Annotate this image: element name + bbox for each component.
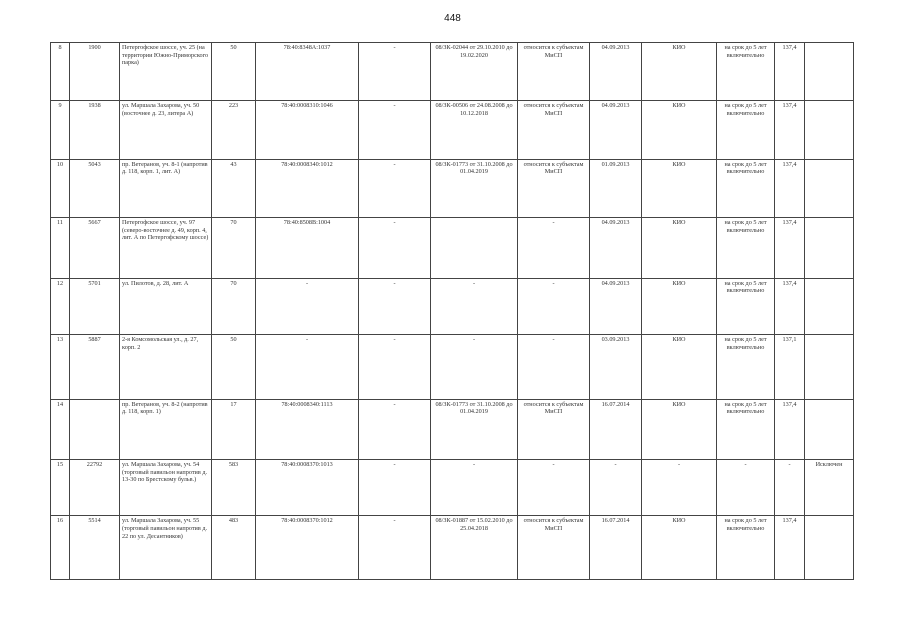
cell-date: 01.09.2013 — [590, 159, 642, 217]
cell-address: Петергофское шоссе, уч. 97 (северо-восточнее д. 49, корп. 4, лит. А по Петергофскому шоссе) — [120, 218, 212, 278]
cell-contract: 08/ЗК-01773 от 31.10.2008 до 01.04.2019 — [431, 159, 518, 217]
cell-note — [805, 101, 854, 159]
cell-note — [805, 218, 854, 278]
cell-extra-field: - — [359, 101, 431, 159]
cell-area: 70 — [212, 278, 256, 334]
cell-row-number: 9 — [51, 101, 70, 159]
cell-amount: 137,4 — [775, 218, 805, 278]
cell-row-number: 14 — [51, 399, 70, 459]
cell-contract: 08/ЗК-00506 от 24.08.2008 до 10.12.2018 — [431, 101, 518, 159]
cell-term: на срок до 5 лет включительно — [717, 399, 775, 459]
table-row — [51, 335, 854, 399]
cell-area: 483 — [212, 516, 256, 580]
cell-smp-status: относится к субъектам МиСП — [518, 43, 590, 101]
cell-amount: 137,4 — [775, 399, 805, 459]
page-number: 448 — [444, 13, 461, 24]
cell-contract: - — [431, 335, 518, 399]
cell-row-number: 13 — [51, 335, 70, 399]
cell-extra-field: - — [359, 335, 431, 399]
cell-term: на срок до 5 лет включительно — [717, 101, 775, 159]
cell-smp-status: - — [518, 335, 590, 399]
cell-date: 04.09.2013 — [590, 101, 642, 159]
cell-authority: КИО — [642, 335, 717, 399]
cell-term: на срок до 5 лет включительно — [717, 516, 775, 580]
cell-cadastral-number: - — [256, 335, 359, 399]
cell-object-id: 5887 — [70, 335, 120, 399]
cell-note — [805, 399, 854, 459]
cell-area: 17 — [212, 399, 256, 459]
table-row — [51, 101, 854, 159]
cell-authority: КИО — [642, 399, 717, 459]
cell-contract: 08/ЗК-01887 от 15.02.2010 до 25.04.2018 — [431, 516, 518, 580]
cell-amount: 137,4 — [775, 278, 805, 334]
cell-object-id: 1938 — [70, 101, 120, 159]
cell-extra-field: - — [359, 516, 431, 580]
cell-cadastral-number: 78:40:0008310:1046 — [256, 101, 359, 159]
cell-cadastral-number: 78:40:8348A:1037 — [256, 43, 359, 101]
cell-smp-status: относится к субъектам МиСП — [518, 516, 590, 580]
cell-date: 04.09.2013 — [590, 218, 642, 278]
cell-extra-field: - — [359, 278, 431, 334]
cell-cadastral-number: 78:40:8508B:1004 — [256, 218, 359, 278]
cell-row-number: 15 — [51, 460, 70, 516]
cell-extra-field: - — [359, 159, 431, 217]
cell-extra-field: - — [359, 460, 431, 516]
cell-area: 70 — [212, 218, 256, 278]
cell-term: на срок до 5 лет включительно — [717, 278, 775, 334]
cell-note — [805, 335, 854, 399]
cell-object-id: 1900 — [70, 43, 120, 101]
cell-object-id: 5514 — [70, 516, 120, 580]
cell-cadastral-number: 78:40:0008340:1012 — [256, 159, 359, 217]
cell-extra-field: - — [359, 218, 431, 278]
cell-smp-status: относится к субъектам МиСП — [518, 159, 590, 217]
cell-note — [805, 159, 854, 217]
cell-address: Петергофское шоссе, уч. 25 (на территории Южно-Приморского парка) — [120, 43, 212, 101]
cell-date: 04.09.2013 — [590, 43, 642, 101]
cell-area: 43 — [212, 159, 256, 217]
cell-smp-status: - — [518, 460, 590, 516]
cell-area: 50 — [212, 43, 256, 101]
cell-row-number: 12 — [51, 278, 70, 334]
cell-contract: 08/ЗК-02044 от 29.10.2010 до 19.02.2020 — [431, 43, 518, 101]
cell-smp-status: - — [518, 218, 590, 278]
cell-area: 583 — [212, 460, 256, 516]
cell-term: на срок до 5 лет включительно — [717, 43, 775, 101]
cell-cadastral-number: 78:40:0008370:1012 — [256, 516, 359, 580]
cell-cadastral-number: 78:40:0008370:1013 — [256, 460, 359, 516]
cell-authority: КИО — [642, 43, 717, 101]
cell-note: Исключен — [805, 460, 854, 516]
cell-amount: 137,4 — [775, 43, 805, 101]
table-row — [51, 399, 854, 459]
cell-object-id — [70, 399, 120, 459]
cell-date: 04.09.2013 — [590, 278, 642, 334]
cell-row-number: 8 — [51, 43, 70, 101]
cell-row-number: 16 — [51, 516, 70, 580]
cell-date: - — [590, 460, 642, 516]
table-row — [51, 516, 854, 580]
cell-cadastral-number: 78:40:0008340:1113 — [256, 399, 359, 459]
cell-contract: - — [431, 460, 518, 516]
cell-area: 50 — [212, 335, 256, 399]
table-row — [51, 218, 854, 278]
cell-row-number: 10 — [51, 159, 70, 217]
cell-authority: - — [642, 460, 717, 516]
cell-contract: 08/ЗК-01773 от 31.10.2008 до 01.04.2019 — [431, 399, 518, 459]
cell-note — [805, 278, 854, 334]
cell-note — [805, 43, 854, 101]
cell-address: ул. Маршала Захарова, уч. 50 (восточнее д. 23, литера А) — [120, 101, 212, 159]
cell-object-id: 5043 — [70, 159, 120, 217]
cell-authority: КИО — [642, 278, 717, 334]
cell-address: пр. Ветеранов, уч. 8-1 (напротив д. 118, корп. 1, лит. А) — [120, 159, 212, 217]
cell-address: ул. Маршала Захарова, уч. 55 (торговый павильон напротив д. 22 по ул. Десантников) — [120, 516, 212, 580]
cell-amount: 137,4 — [775, 159, 805, 217]
cell-address: ул. Маршала Захарова, уч. 54 (торговый павильон напротив д. 13-30 по Брестскому бульв.) — [120, 460, 212, 516]
table-row — [51, 460, 854, 516]
cell-address: ул. Пилотов, д. 28, лит. А — [120, 278, 212, 334]
cell-authority: КИО — [642, 218, 717, 278]
cell-term: на срок до 5 лет включительно — [717, 218, 775, 278]
cell-row-number: 11 — [51, 218, 70, 278]
table-row — [51, 278, 854, 334]
table-row — [51, 43, 854, 101]
land-plots-table — [50, 42, 854, 580]
cell-object-id: 22792 — [70, 460, 120, 516]
cell-amount: - — [775, 460, 805, 516]
cell-note — [805, 516, 854, 580]
cell-area: 223 — [212, 101, 256, 159]
cell-term: на срок до 5 лет включительно — [717, 335, 775, 399]
cell-term: - — [717, 460, 775, 516]
cell-cadastral-number: - — [256, 278, 359, 334]
cell-object-id: 5701 — [70, 278, 120, 334]
table-row — [51, 159, 854, 217]
cell-date: 16.07.2014 — [590, 516, 642, 580]
cell-contract: - — [431, 278, 518, 334]
cell-smp-status: относится к субъектам МиСП — [518, 399, 590, 459]
cell-address: 2-я Комсомольская ул., д. 27, корп. 2 — [120, 335, 212, 399]
cell-contract — [431, 218, 518, 278]
cell-date: 03.09.2013 — [590, 335, 642, 399]
cell-smp-status: относится к субъектам МиСП — [518, 101, 590, 159]
cell-extra-field: - — [359, 399, 431, 459]
cell-date: 16.07.2014 — [590, 399, 642, 459]
cell-amount: 137,4 — [775, 516, 805, 580]
cell-authority: КИО — [642, 101, 717, 159]
cell-object-id: 5667 — [70, 218, 120, 278]
cell-address: пр. Ветеранов, уч. 8-2 (напротив д. 118, корп. 1) — [120, 399, 212, 459]
cell-amount: 137,1 — [775, 335, 805, 399]
cell-extra-field: - — [359, 43, 431, 101]
cell-authority: КИО — [642, 516, 717, 580]
cell-smp-status: - — [518, 278, 590, 334]
cell-amount: 137,4 — [775, 101, 805, 159]
cell-term: на срок до 5 лет включительно — [717, 159, 775, 217]
cell-authority: КИО — [642, 159, 717, 217]
